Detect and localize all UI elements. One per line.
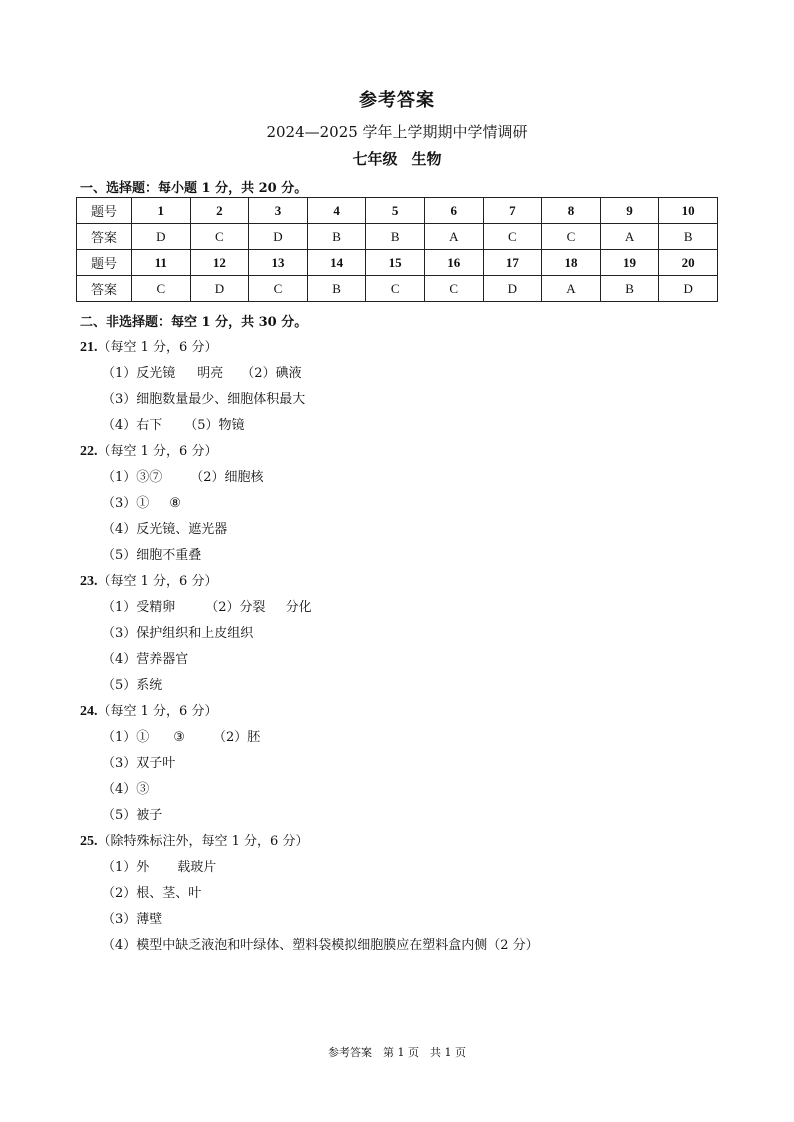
question-number: 22.	[80, 444, 98, 459]
cell-number: 11	[132, 250, 191, 276]
question-22-header	[80, 440, 217, 460]
answer-text: （5）系统	[102, 678, 163, 693]
question-note: （除特殊标注外，每空 1 分，6 分）	[97, 834, 309, 849]
question-note: （每空 1 分，6 分）	[97, 704, 218, 719]
answer-text: （3）双子叶	[102, 756, 176, 771]
answer-text: （5）物镜	[184, 418, 245, 433]
answer-text: （3）保护组织和上皮组织	[102, 626, 254, 641]
answer-text: 分化	[285, 600, 312, 615]
page-title: 参考答案	[359, 90, 435, 111]
answer-line	[102, 882, 201, 901]
answer-text: （4）③	[102, 782, 150, 797]
cell-number: 16	[424, 250, 483, 276]
answer-line	[102, 414, 245, 433]
cell-answer: B	[307, 224, 366, 250]
answer-text: （2）碘液	[241, 366, 302, 381]
question-25-header	[80, 830, 308, 850]
section1-heading: 一、选择题：每小题 1 分，共 20 分。	[80, 181, 308, 196]
answer-line	[102, 804, 162, 823]
answer-line	[102, 674, 162, 693]
answer-text: （3）细胞数量最少、细胞体积最大	[102, 392, 306, 407]
answer-table	[76, 197, 718, 302]
answer-text: （3）①	[102, 496, 150, 511]
answer-line	[102, 648, 188, 667]
table-row-numbers-1	[77, 198, 718, 224]
cell-number: 15	[366, 250, 425, 276]
label-answer: 答案	[77, 276, 132, 302]
cell-answer: C	[424, 276, 483, 302]
answer-text: （1）外	[102, 860, 150, 875]
cell-answer: A	[424, 224, 483, 250]
cell-answer: D	[659, 276, 718, 302]
question-number: 24.	[80, 704, 98, 719]
page-footer: 参考答案 第 1 页 共 1 页	[328, 1046, 466, 1059]
table-row-numbers-2	[77, 250, 718, 276]
answer-text: 载玻片	[177, 860, 217, 875]
answer-text: （1）反光镜	[102, 366, 176, 381]
answer-line	[102, 726, 260, 745]
grade-subject	[0, 148, 794, 169]
answer-line	[102, 492, 181, 511]
question-note: （每空 1 分，6 分）	[97, 444, 218, 459]
answer-text: （4）模型中缺乏液泡和叶绿体、塑料袋模拟细胞膜应在塑料盒内侧（2 分）	[102, 938, 539, 953]
answer-line	[102, 362, 302, 381]
cell-answer: B	[659, 224, 718, 250]
cell-number: 18	[542, 250, 601, 276]
cell-number: 1	[132, 198, 191, 224]
cell-answer: A	[600, 224, 659, 250]
cell-number: 17	[483, 250, 542, 276]
answer-text: （2）细胞核	[190, 470, 264, 485]
answer-line	[102, 934, 539, 953]
cell-number: 20	[659, 250, 718, 276]
question-21-header	[80, 336, 217, 356]
cell-answer: C	[249, 276, 308, 302]
cell-answer: C	[190, 224, 249, 250]
answer-line	[102, 856, 216, 875]
answer-text: （2）根、茎、叶	[102, 886, 202, 901]
cell-number: 13	[249, 250, 308, 276]
cell-answer: B	[366, 224, 425, 250]
answer-line	[102, 466, 264, 485]
grade-label: 七年级	[352, 150, 398, 168]
cell-answer: C	[132, 276, 191, 302]
answer-line	[102, 752, 175, 771]
answer-line	[102, 778, 149, 797]
table-row-answers-2	[77, 276, 718, 302]
answer-line	[102, 596, 312, 615]
answer-line	[102, 388, 305, 407]
cell-number: 19	[600, 250, 659, 276]
question-23-header	[80, 570, 217, 590]
answer-text: （3）薄壁	[102, 912, 163, 927]
question-number: 25.	[80, 834, 98, 849]
cell-number: 6	[424, 198, 483, 224]
question-note: （每空 1 分，6 分）	[97, 340, 218, 355]
answer-text: （2）分裂	[205, 600, 266, 615]
cell-answer: C	[542, 224, 601, 250]
answer-line	[102, 622, 253, 641]
label-number: 题号	[77, 198, 132, 224]
cell-number: 14	[307, 250, 366, 276]
answer-text: （2）胚	[212, 730, 261, 745]
cell-answer: A	[542, 276, 601, 302]
cell-number: 9	[600, 198, 659, 224]
cell-number: 2	[190, 198, 249, 224]
section2-heading: 二、非选择题：每空 1 分，共 30 分。	[80, 315, 308, 330]
cell-answer: B	[600, 276, 659, 302]
answer-text: （5）细胞不重叠	[102, 548, 202, 563]
answer-text: （1）①	[102, 730, 150, 745]
cell-number: 4	[307, 198, 366, 224]
cell-answer: D	[483, 276, 542, 302]
label-number: 题号	[77, 250, 132, 276]
question-number: 21.	[80, 340, 98, 355]
answer-text: （4）营养器官	[102, 652, 189, 667]
answer-text: ③	[173, 730, 185, 745]
cell-answer: C	[366, 276, 425, 302]
label-answer: 答案	[77, 224, 132, 250]
table-row-answers-1	[77, 224, 718, 250]
cell-answer: D	[249, 224, 308, 250]
answer-text: （1）③⑦	[102, 470, 163, 485]
question-note: （每空 1 分，6 分）	[97, 574, 218, 589]
exam-subtitle: 2024—2025 学年上学期期中学情调研	[266, 123, 528, 141]
cell-answer: D	[190, 276, 249, 302]
question-number: 23.	[80, 574, 98, 589]
answer-text: （5）被子	[102, 808, 163, 823]
question-24-header	[80, 700, 217, 720]
answer-line	[102, 544, 201, 563]
cell-number: 10	[659, 198, 718, 224]
cell-answer: C	[483, 224, 542, 250]
cell-number: 5	[366, 198, 425, 224]
answer-line	[102, 908, 162, 927]
answer-text: （1）受精卵	[102, 600, 176, 615]
answer-text: ⑧	[169, 496, 181, 511]
cell-answer: B	[307, 276, 366, 302]
answer-text: （4）右下	[102, 418, 163, 433]
cell-number: 3	[249, 198, 308, 224]
cell-number: 12	[190, 250, 249, 276]
cell-number: 7	[483, 198, 542, 224]
answer-line	[102, 518, 227, 537]
cell-answer: D	[132, 224, 191, 250]
cell-number: 8	[542, 198, 601, 224]
answer-text: 明亮	[197, 366, 224, 381]
answer-text: （4）反光镜、遮光器	[102, 522, 228, 537]
subject-label: 生物	[411, 150, 442, 168]
